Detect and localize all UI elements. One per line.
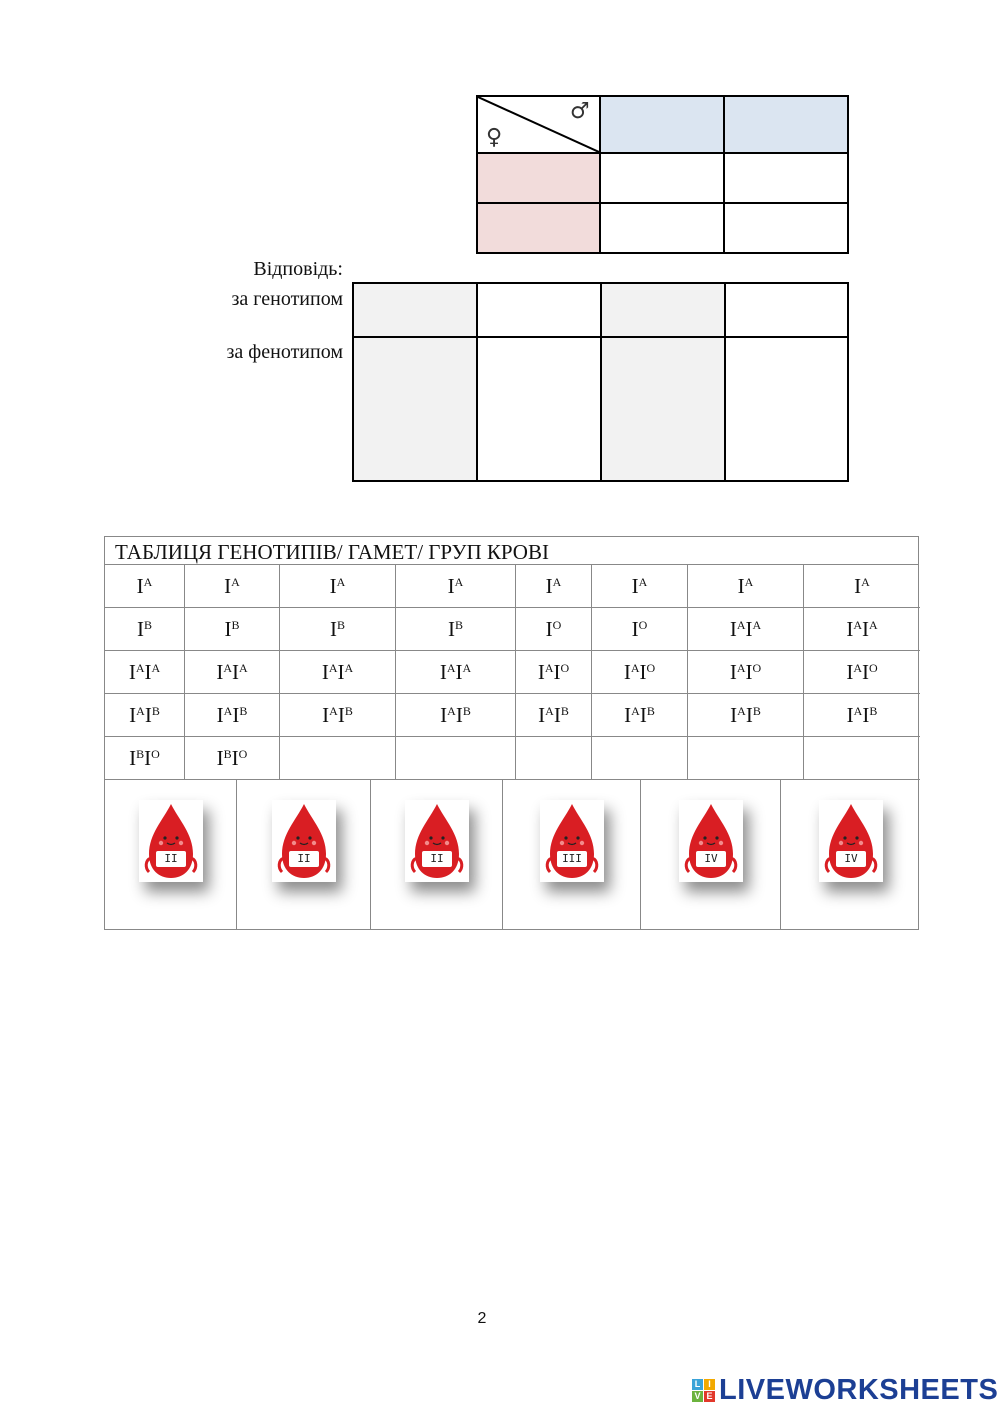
genotype-cell: $I^AI^O$ [516, 651, 592, 694]
female-gamete-cell-1[interactable] [476, 152, 601, 204]
logo-letter: E [704, 1391, 715, 1402]
female-symbol-icon: ♀ [486, 125, 503, 150]
genotype-cell: $I^AI^B$ [516, 694, 592, 737]
genotype-cell: $I^BI^O$ [105, 737, 185, 780]
male-symbol-icon: ♂ [570, 99, 590, 124]
logo-letter: V [692, 1391, 703, 1402]
reference-table-title: ТАБЛИЦЯ ГЕНОТИПІВ/ ГАМЕТ/ ГРУП КРОВІ [105, 537, 918, 565]
genotype-cell: $I^AI^B$ [105, 694, 185, 737]
genotype-cell: $I^AI^O$ [688, 651, 804, 694]
genotype-cell: $I^O$ [592, 608, 688, 651]
blood-group-label: II [422, 851, 452, 867]
blood-group-label: II [289, 851, 319, 867]
genotype-cell [516, 737, 592, 780]
genotype-cell: $I^B$ [396, 608, 516, 651]
phenotype-answer-2[interactable] [476, 336, 602, 482]
logo-letter: I [704, 1379, 715, 1390]
reference-table [104, 536, 919, 930]
blood-drop-icon [679, 800, 743, 882]
genotype-cell: $I^A$ [804, 565, 920, 608]
female-gamete-cell-2[interactable] [476, 202, 601, 254]
genotype-cell [396, 737, 516, 780]
blood-group-label: II [156, 851, 186, 867]
brand-name: LIVEWORKSHEETS [719, 1373, 999, 1406]
genotype-cell: $I^B$ [105, 608, 185, 651]
genotype-answer-1[interactable] [352, 282, 478, 338]
genotype-cell: $I^AI^O$ [804, 651, 920, 694]
blood-drop-icon [540, 800, 604, 882]
genotype-cell: $I^AI^B$ [280, 694, 396, 737]
offspring-cell-1-2[interactable] [723, 152, 849, 204]
genotype-cell: $I^A$ [516, 565, 592, 608]
blood-group-label: IV [696, 851, 726, 867]
blood-drop-card [540, 800, 604, 882]
live-logo-icon [692, 1379, 715, 1402]
offspring-cell-2-1[interactable] [599, 202, 725, 254]
genotype-answer-4[interactable] [724, 282, 849, 338]
blood-drop-icon [139, 800, 203, 882]
genotype-cell: $I^AI^B$ [804, 694, 920, 737]
blood-drop-icon [272, 800, 336, 882]
genotype-label: за генотипом [231, 288, 343, 310]
genotype-cell: $I^A$ [688, 565, 804, 608]
genotype-cell: $I^A$ [592, 565, 688, 608]
genotype-cell: $I^B$ [185, 608, 280, 651]
blood-drop-icon [819, 800, 883, 882]
genotype-answer-2[interactable] [476, 282, 602, 338]
blood-group-cell[interactable] [237, 780, 371, 930]
genotype-cell: $I^A$ [105, 565, 185, 608]
liveworksheets-logo [692, 1372, 998, 1408]
logo-letter: L [692, 1379, 703, 1390]
genotype-cell: $I^AI^A$ [688, 608, 804, 651]
blood-drop-card [272, 800, 336, 882]
genotype-answer-3[interactable] [600, 282, 726, 338]
blood-drop-card [139, 800, 203, 882]
genotype-cell: $I^AI^A$ [804, 608, 920, 651]
answer-heading: Відповідь: [253, 258, 343, 280]
genotype-cell: $I^AI^B$ [185, 694, 280, 737]
blood-group-cell[interactable] [503, 780, 641, 930]
genotype-cell: $I^B$ [280, 608, 396, 651]
blood-group-cell[interactable] [371, 780, 503, 930]
punnett-square [476, 95, 849, 254]
blood-group-cell[interactable] [105, 780, 237, 930]
genotype-cell [688, 737, 804, 780]
genotype-cell: $I^AI^B$ [592, 694, 688, 737]
offspring-cell-2-2[interactable] [723, 202, 849, 254]
genotype-cell: $I^BI^O$ [185, 737, 280, 780]
genotype-cell: $I^AI^A$ [280, 651, 396, 694]
genotype-cell: $I^A$ [280, 565, 396, 608]
blood-drop-card [405, 800, 469, 882]
genotype-cell [592, 737, 688, 780]
genotype-cell: $I^A$ [396, 565, 516, 608]
phenotype-answer-4[interactable] [724, 336, 849, 482]
page-number: 2 [477, 1310, 487, 1327]
phenotype-answer-3[interactable] [600, 336, 726, 482]
blood-group-cell[interactable] [781, 780, 920, 930]
genotype-cell: $I^AI^A$ [396, 651, 516, 694]
genotype-cell: $I^A$ [185, 565, 280, 608]
blood-drop-card [679, 800, 743, 882]
genotype-cell [804, 737, 920, 780]
genotype-cell: $I^AI^A$ [105, 651, 185, 694]
phenotype-answer-1[interactable] [352, 336, 478, 482]
corner-cell [476, 95, 601, 154]
male-gamete-cell-2[interactable] [723, 95, 849, 154]
genotype-cell [280, 737, 396, 780]
phenotype-label: за фенотипом [226, 341, 343, 363]
blood-group-cell[interactable] [641, 780, 781, 930]
male-gamete-cell-1[interactable] [599, 95, 725, 154]
genotype-cell: $I^AI^B$ [688, 694, 804, 737]
offspring-cell-1-1[interactable] [599, 152, 725, 204]
genotype-cell: $I^AI^A$ [185, 651, 280, 694]
blood-group-label: IV [836, 851, 866, 867]
blood-group-label: III [557, 851, 587, 867]
genotype-cell: $I^O$ [516, 608, 592, 651]
genotype-cell: $I^AI^O$ [592, 651, 688, 694]
blood-drop-icon [405, 800, 469, 882]
genotype-cell: $I^AI^B$ [396, 694, 516, 737]
blood-drop-card [819, 800, 883, 882]
